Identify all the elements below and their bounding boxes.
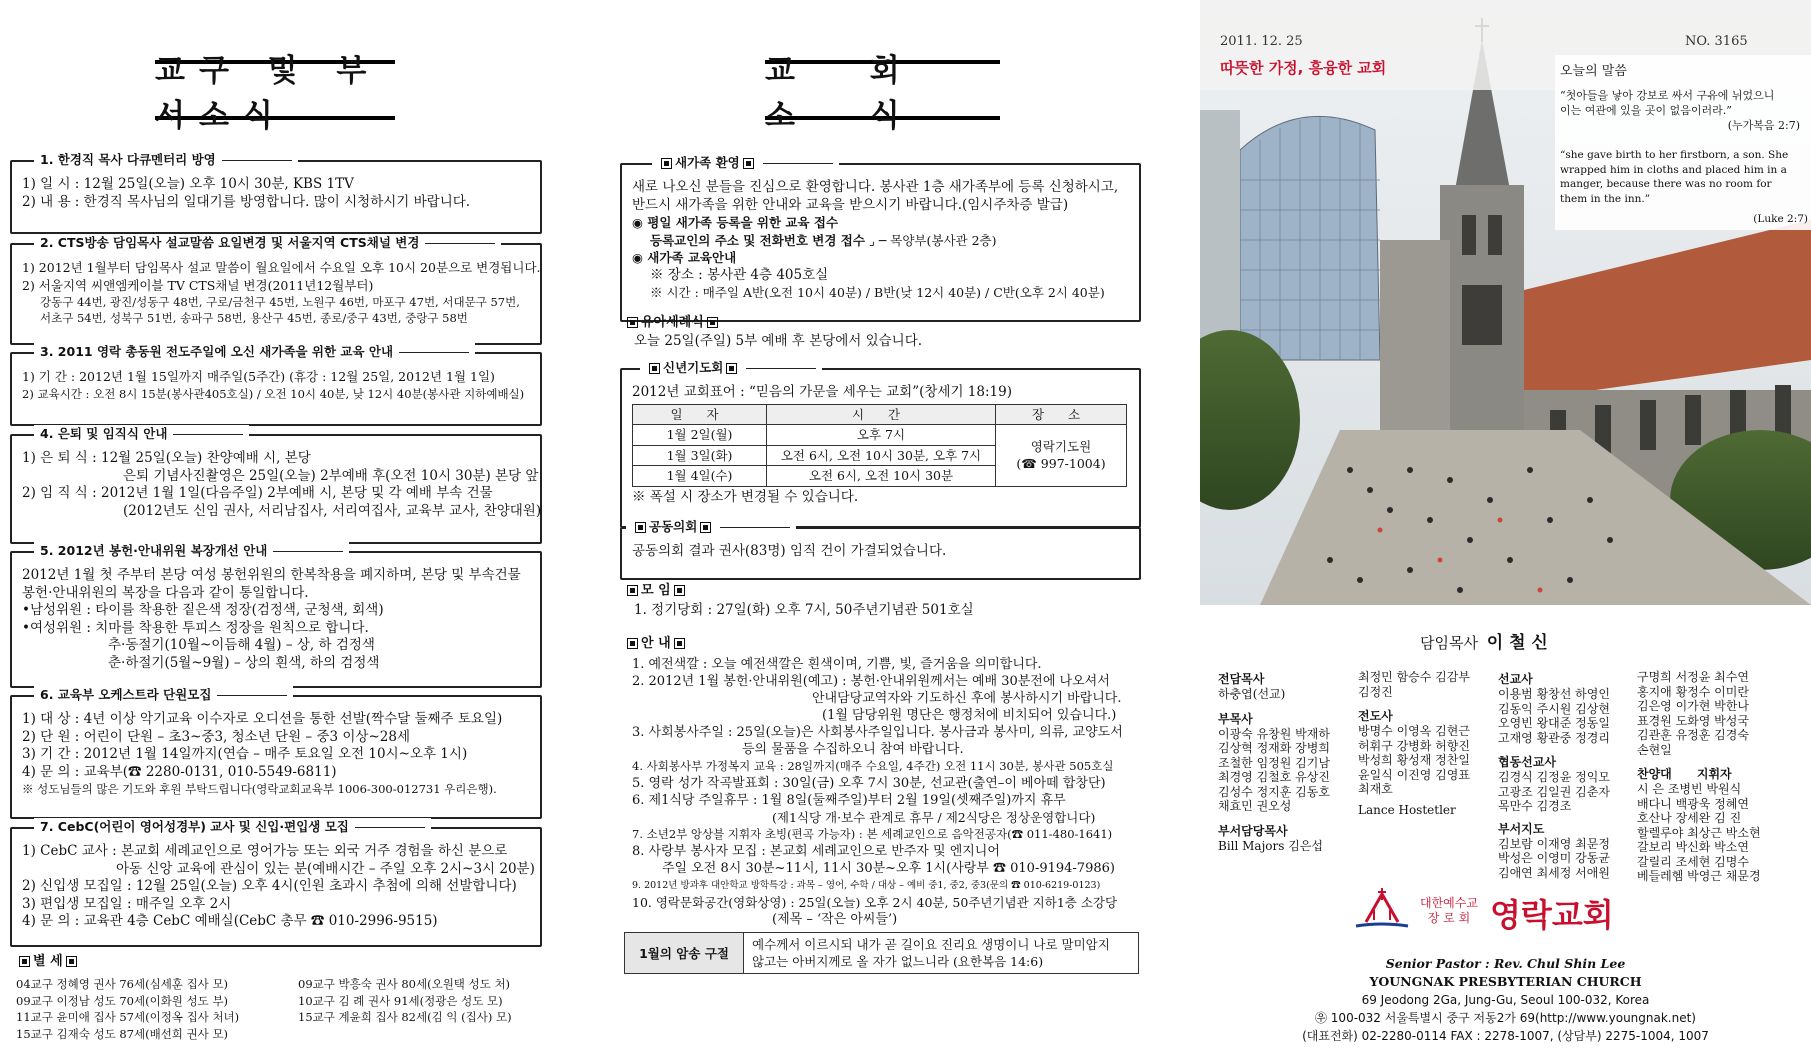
section-title: 새가족 환영 [652, 154, 839, 172]
table-cell: 1월 3일(화) [633, 445, 767, 466]
list-item: (1월 담당위원 명단은 행정처에 비치되어 있습니다.) [822, 708, 1117, 723]
section-title: 신년기도회 [640, 359, 822, 377]
directory-col-3 [1498, 670, 1633, 880]
directory-names: 김관훈 유정훈 김경숙 [1637, 728, 1749, 742]
section-box [10, 426, 542, 544]
text-line: 2) 임 직 식 : 2012년 1월 1일(다음주일) 2부예배 시, 본당 및 각 예배 부속 건물 [22, 485, 493, 501]
directory-names: 김은영 이가현 박한나 [1637, 699, 1749, 713]
list-item: 11교구 윤미애 집사 57세(이정옥 집사 처녀) [16, 1010, 240, 1024]
text-line: 아동 신앙 교육에 관심이 있는 분(예배시간 – 주일 오후 2시~3시 20분) [116, 860, 535, 877]
directory-names: 이용범 황창선 하영인 [1498, 687, 1610, 701]
square-bullet-icon [627, 638, 638, 649]
directory-names: 방명수 이영옥 김현근 [1358, 724, 1470, 738]
notice-heading: 안 내 [624, 632, 688, 651]
directory-names: 구명희 서정윤 최수연 [1637, 670, 1749, 684]
text-line: ◉ 평일 새가족 등록을 위한 교육 접수 [632, 215, 839, 230]
list-item: 5. 영락 성가 작곡발표회 : 30일(금) 오후 7시 30분, 선교관(출연–이 베아떼 합창단) [632, 776, 1106, 791]
directory-names: 고재영 황관중 정경리 [1498, 730, 1610, 745]
text-line: 2) 신입생 모집일 : 12월 25일(오늘) 오후 4시(인원 초과시 추첨에 의해 선발합니다) [22, 878, 517, 894]
directory-names: 박성은 이영미 강동균 [1498, 851, 1610, 865]
directory-col-2 [1358, 670, 1493, 817]
directory-names: 윤일식 이진영 김영표 [1358, 767, 1470, 782]
list-item: 15교구 계윤희 집사 82세(김 익 (집사) 모) [298, 1010, 512, 1024]
directory-col-1 [1218, 670, 1363, 853]
directory-names: 최재호 [1358, 782, 1393, 796]
verse-box [624, 932, 1139, 974]
list-item: (제1식당 개·보수 관계로 휴무 / 제2식당은 정상운영합니다) [772, 810, 1096, 825]
directory-names: 채효민 권오성 [1218, 799, 1292, 813]
section-title: 1. 한경직 목사 다큐멘터리 방영 [34, 151, 298, 169]
church-photo [1200, 0, 1811, 605]
text-line: ※ 장소 : 봉사관 4층 405호실 [650, 266, 829, 283]
directory-names: 김동익 주시원 김상현 [1498, 701, 1610, 716]
section-box [10, 152, 542, 234]
directory-names: 최정민 함승수 김감부 [1358, 670, 1470, 684]
verse-english: “she gave birth to her firstborn, a son. She wrapped him in cloths and placed him in a manger, because there was no room for them in the inn.” (Luke 2:7) [1560, 149, 1808, 225]
slogan: 따뜻한 가정, 흥융한 교회 [1220, 59, 1387, 77]
text-line: 1) 대 상 : 4년 이상 악기교육 이수자로 오디션을 통한 선발(짝수달 둘째주 토요일) [22, 711, 503, 727]
square-bullet-icon [743, 158, 754, 169]
directory-names: 베들레헴 박영근 채문경 [1637, 869, 1761, 883]
list-item: 1. 예전색깔 : 오늘 예전색깔은 흰색이며, 기쁨, 빛, 즐거움을 의미합니다. [632, 657, 1042, 672]
meeting-text: 1. 정기당회 : 27일(화) 오후 7시, 50주년기념관 501호실 [634, 602, 974, 618]
church-english: YOUNGNAK PRESBYTERIAN CHURCH [1369, 974, 1642, 989]
directory-names: 김정진 [1358, 684, 1393, 699]
text-line: 2) 서울지역 씨앤엠케이블 TV CTS채널 변경(2011년12월부터) [22, 277, 374, 293]
section-title: 4. 은퇴 및 임직식 안내 [34, 425, 249, 443]
text-line: 1) CebC 교사 : 본교회 세례교인으로 영어가능 또는 외국 거주 경험을 하신 분으로 [22, 843, 508, 859]
table-cell: 오후 7시 [767, 425, 996, 446]
list-item: 2. 2012년 1월 봉헌·안내위원(예고) : 봉헌·안내위원께서는 예배 30분전에 나오셔서 [632, 674, 1110, 689]
verse-text: 예수께서 이르시되 내가 곧 길이요 진리요 생명이니 나로 말미암지 않고는 아버지께로 올 자가 없느니라 (요한복음 14:6) [752, 937, 1110, 969]
text-line: 2012년 1월 첫 주부터 본당 여성 봉헌위원의 한복착용을 폐지하며, 본당 및 부속건물 [22, 567, 521, 583]
logo-denomination: 대한예수교 장 로 회 [1420, 896, 1478, 925]
text-line: ◉ 새가족 교육안내 [632, 250, 737, 265]
directory-names: 할렐루야 최상근 박소현 [1637, 825, 1761, 840]
text-line: 강동구 44번, 광진/성동구 48번, 구로/금천구 45번, 노원구 46번, 마포구 47번, 서대문구 57번, [40, 295, 520, 309]
issue-date: 2011. 12. 25 [1220, 34, 1303, 49]
meeting-heading: 모 임 [624, 579, 688, 598]
directory-names: 손현일 [1637, 742, 1672, 757]
newcomer-box [620, 155, 1141, 322]
text-line: (2012년도 신임 권사, 서리남집사, 서리여집사, 교육부 교사, 찬양대원) [123, 502, 542, 519]
issue-number: NO. 3165 [1685, 34, 1748, 49]
directory-names: 하충엽(선교) [1218, 687, 1286, 701]
directory-col-4 [1637, 670, 1807, 884]
square-bullet-icon [707, 317, 718, 328]
table-cell: 오전 6시, 오전 10시 30분, 오후 7시 [767, 445, 996, 466]
directory-names: 홍지애 황정수 이미란 [1637, 684, 1749, 699]
directory-names: 이광숙 유창원 박재하 [1218, 726, 1330, 741]
table-row [633, 425, 1127, 446]
directory-names: 김보람 이재영 최문정 [1498, 836, 1610, 851]
list-item: 09교구 이정남 성도 70세(이화원 성도 부) [16, 993, 229, 1008]
section-box [10, 344, 542, 426]
directory-names: 김성수 정지훈 김동호 [1218, 784, 1330, 799]
obituary-heading: 별 세 [16, 950, 80, 969]
directory-names: 배다니 백광욱 정혜연 [1637, 796, 1749, 811]
directory-names: 표경원 도화영 박성국 [1637, 713, 1749, 728]
directory-names: 오영빈 왕대준 정동일 [1498, 716, 1610, 730]
text-line: 1) 2012년 1월부터 담임목사 설교 말씀이 월요일에서 수요일 오후 10시 20분으로 변경됩니다. [22, 260, 541, 275]
section-title: 2. CTS방송 담임목사 설교말씀 요일변경 및 서울지역 CTS채널 변경 [34, 234, 501, 252]
list-item: 7. 소년2부 앙상블 지휘자 초빙(편곡 가능자) : 본 세례교인으로 음악전공자(☎ 011-480-1641) [632, 827, 1113, 841]
directory-names: 최경영 김철호 유상진 [1218, 770, 1330, 784]
square-bullet-icon [649, 363, 660, 374]
directory-names: 허휘구 강병화 허향진 [1358, 738, 1470, 753]
section-box [10, 235, 542, 345]
section-title: 6. 교육부 오케스트라 단원모집 [34, 686, 293, 704]
list-item: 6. 제1식당 주일휴무 : 1월 8일(둘째주일)부터 2월 19일(셋째주일)까지 휴무 [632, 793, 1066, 808]
text-line: 등록교인의 주소 및 전화번호 변경 접수 ⌟ ─ 목양부(봉사관 2층) [650, 232, 997, 248]
directory-names: 고광조 김일권 김춘자 [1498, 784, 1610, 799]
text-line: 2) 단 원 : 어린이 단원 – 초3~중3, 청소년 단원 – 중3 이상~28세 [22, 728, 410, 745]
directory-heading: 전도사 [1358, 709, 1393, 723]
phone-numbers: (대표전화) 02-2280-0114 FAX : 2278-1007, (상담부) 2275-1004, 1007 [1302, 1029, 1709, 1043]
list-item: 3. 사회봉사주일 : 25일(오늘)은 사회봉사주일입니다. 봉사금과 봉사미, 의류, 교양도서 [632, 725, 1123, 740]
directory-names: 박성희 황성재 정찬일 [1358, 753, 1470, 767]
table-header: 장 소 [996, 404, 1127, 425]
directory-names: 김애연 최세정 서애원 [1498, 865, 1610, 880]
directory-names: Lance Hostetler [1358, 802, 1456, 817]
square-bullet-icon [674, 638, 685, 649]
square-bullet-icon [635, 522, 646, 533]
infant-text: 오늘 25일(주일) 5부 예배 후 본당에서 있습니다. [634, 333, 923, 349]
prayer-schedule-table [632, 404, 1127, 487]
square-bullet-icon [726, 363, 737, 374]
square-bullet-icon [19, 956, 30, 967]
word-title: 오늘의 말씀 [1560, 64, 1627, 79]
senior-pastor: 담임목사 이 철 신 [1420, 633, 1548, 653]
section-box [10, 543, 542, 688]
directory-names: 김경식 김정윤 정익모 [1498, 770, 1610, 784]
directory-heading: 부목사 [1218, 711, 1253, 726]
list-item: 09교구 박흥숙 권사 80세(오원택 성도 처) [298, 977, 511, 991]
council-box [620, 519, 1141, 580]
section-box [10, 819, 542, 947]
text-line: 공동의회 결과 권사(83명) 임직 건이 가결되었습니다. [632, 543, 947, 559]
section-title: 5. 2012년 봉헌·안내위원 복장개선 안내 [34, 542, 349, 560]
directory-heading: 부서담당목사 [1218, 823, 1288, 838]
list-item: (제목 – ‘작은 아씨들’) [772, 912, 898, 927]
square-bullet-icon [66, 956, 77, 967]
list-item: 9. 2012년 방과후 대안학교 방학특강 : 과목 – 영어, 수학 / 대상 – 예비 중1, 중2, 중3(문의 ☎ 010-6219-0123) [632, 880, 1101, 891]
square-bullet-icon [627, 317, 638, 328]
table-cell: 영락기도원 (☎ 997-1004) [996, 425, 1127, 487]
section-title: 3. 2011 영락 총동원 전도주일에 오신 새가족을 위한 교육 안내 [34, 343, 475, 361]
text-line: 춘·하절기(5월~9월) – 상의 흰색, 하의 검정색 [108, 654, 380, 671]
square-bullet-icon [700, 522, 711, 533]
table-cell: 오전 6시, 오전 10시 30분 [767, 466, 996, 487]
prayer-box [620, 360, 1141, 528]
pastor-english: Senior Pastor : Rev. Chul Shin Lee [1385, 956, 1626, 971]
address-english: 69 Jeodong 2Ga, Jung-Gu, Seoul 100-032, Korea [1361, 993, 1650, 1007]
table-cell: 1월 4일(수) [633, 466, 767, 487]
directory-heading: 전담목사 [1218, 672, 1265, 686]
square-bullet-icon [674, 585, 685, 596]
text-line: 서초구 54번, 성북구 51번, 송파구 58번, 용산구 45번, 종로/중구 43번, 중랑구 58번 [40, 311, 468, 325]
list-item: 등의 물품을 수집하오니 참여 바랍니다. [742, 742, 964, 757]
text-line: ※ 시간 : 매주일 A반(오전 10시 40분) / B반(낮 12시 40분) / C반(오후 2시 40분) [650, 285, 1105, 300]
left-page-title: 교구 및 부서소식 [155, 60, 395, 120]
directory-heading: 협동선교사 [1498, 755, 1556, 769]
text-line: 추·동절기(10월~이듬해 4월) – 상, 하 검정색 [108, 637, 375, 653]
text-line: 2) 교육시간 : 오전 8시 15분(봉사관405호실) / 오전 10시 40분, 낮 12시 40분(봉사관 지하예배실) [22, 386, 525, 401]
obituary-list-left [16, 976, 239, 1042]
text-line: 반드시 새가족을 위한 안내와 교육을 받으시기 바랍니다.(임시주차증 발급) [632, 196, 1069, 213]
text-line: •남성위원 : 타이를 착용한 짙은색 정장(검정색, 군청색, 회색) [22, 602, 384, 618]
church-contact [1200, 955, 1811, 1045]
square-bullet-icon [627, 585, 638, 596]
list-item: 8. 사랑부 봉사자 모집 : 본교회 세례교인으로 반주자 및 엔지니어 [632, 844, 1000, 859]
table-header: 일 자 [633, 404, 767, 425]
directory-names: 목만수 김경조 [1498, 799, 1572, 813]
list-item: 10교구 김 례 권사 91세(정광은 성도 모) [298, 993, 503, 1008]
notice-list [632, 656, 1142, 928]
verse-label: 1월의 암송 구절 [625, 933, 744, 973]
table-cell: 1월 2일(월) [633, 425, 767, 446]
text-line: 4) 문 의 : 교육관 4층 CebC 예배실(CebC 총무 ☎ 010-2996-9515) [22, 913, 438, 929]
directory-names: 갈보리 박신화 박소연 [1637, 840, 1749, 854]
table-header: 시 간 [767, 404, 996, 425]
section-box [10, 687, 542, 819]
directory-heading-row: 찬양대 지휘자 [1637, 767, 1732, 781]
obituary-list-right [298, 976, 512, 1026]
directory-names: 조철한 임정원 김기남 [1218, 755, 1330, 770]
text-line: 1) 은 퇴 식 : 12월 25일(오늘) 찬양예배 시, 본당 [22, 450, 311, 466]
directory-heading: 부서지도 [1498, 821, 1545, 836]
text-line: 3) 편입생 모집일 : 매주일 오후 2시 [22, 895, 232, 912]
list-item: 10. 영락문화공간(영화상영) : 25일(오늘) 오후 2시 40분, 50주년기념관 지하1층 소강당 [632, 895, 1118, 910]
middle-page-title: 교 회 소 식 [765, 60, 1000, 120]
section-title: 공동의회 [626, 518, 796, 536]
section-title: 7. CebC(어린이 영어성경부) 교사 및 신입·편입생 모집 [34, 818, 431, 836]
church-logo-icon [1352, 888, 1412, 930]
infant-heading: 유아세례식 [624, 311, 721, 330]
text-line: 1) 기 간 : 2012년 1월 15일까지 매주일(5주간) (휴강 : 12월 25일, 2012년 1월 1일) [22, 369, 495, 384]
directory-names: 호산나 장세완 김 진 [1637, 811, 1742, 825]
list-item: 04교구 정혜영 권사 76세(심세훈 집사 모) [16, 977, 229, 991]
verse-korean: “첫아들을 낳아 강보로 싸서 구유에 뉘었으니 이는 여관에 있을 곳이 없음이러라.” (누가복음 2:7) [1560, 89, 1800, 132]
logo-church-name: 영락교회 [1490, 896, 1614, 934]
text-line: ※ 폭설 시 장소가 변경될 수 있습니다. [632, 488, 859, 505]
square-bullet-icon [661, 158, 672, 169]
list-item: 15교구 김재숙 성도 87세(배선희 권사 모) [16, 1026, 229, 1041]
text-line: •여성위원 : 치마를 착용한 투피스 정장을 원칙으로 합니다. [22, 619, 369, 636]
directory-names: 시 은 조병빈 박원식 [1637, 782, 1742, 796]
directory-names: 갈릴리 조세현 김명수 [1637, 854, 1749, 869]
text-line: 2) 내 용 : 한경직 목사님의 일대기를 방영합니다. 많이 시청하시기 바랍니다. [22, 193, 471, 210]
text-line: 3) 기 간 : 2012년 1월 14일까지(연습 – 매주 토요일 오전 10시~오후 1시) [22, 746, 468, 762]
text-line: ※ 성도님들의 많은 기도와 후원 부탁드립니다(영락교회교육부 1006-300-012731 우리은행). [22, 782, 497, 796]
text-line: 봉헌·안내위원의 복장을 다음과 같이 통일합니다. [22, 584, 309, 601]
text-line: 새로 나오신 분들을 진심으로 환영합니다. 봉사관 1층 새가족부에 등록 신청하시고, [632, 179, 1119, 195]
list-item: 안내담당교역자와 기도하신 후에 봉사하시기 바랍니다. [812, 691, 1122, 706]
directory-names: Bill Majors 김은섭 [1218, 838, 1324, 853]
text-line: 2012년 교회표어 : “믿음의 가문을 세우는 교회”(창세기 18:19) [632, 384, 1012, 400]
list-item: 주일 오전 8시 30분~11시, 11시 30분~오후 1시(사랑부 ☎ 010-9194-7986) [662, 861, 1115, 876]
directory-names: 김상혁 정재화 장병희 [1218, 741, 1330, 755]
list-item: 4. 사회봉사부 가정복지 교육 : 28일까지(매주 수요일, 4주간) 오전 11시 30분, 봉사관 505호실 [632, 759, 1114, 773]
text-line: 1) 일 시 : 12월 25일(오늘) 오후 10시 30분, KBS 1TV [22, 176, 354, 192]
address-korean: ㉾ 100-032 서울특별시 중구 저동2가 69(http://www.youngnak.net) [1314, 1011, 1696, 1025]
text-line: 4) 문 의 : 교육부(☎ 2280-0131, 010-5549-6811) [22, 763, 337, 780]
directory-heading: 선교사 [1498, 672, 1533, 686]
text-line: 은퇴 기념사진촬영은 25일(오늘) 2부예배 후(오전 10시 30분) 본당 앞 [123, 467, 539, 484]
